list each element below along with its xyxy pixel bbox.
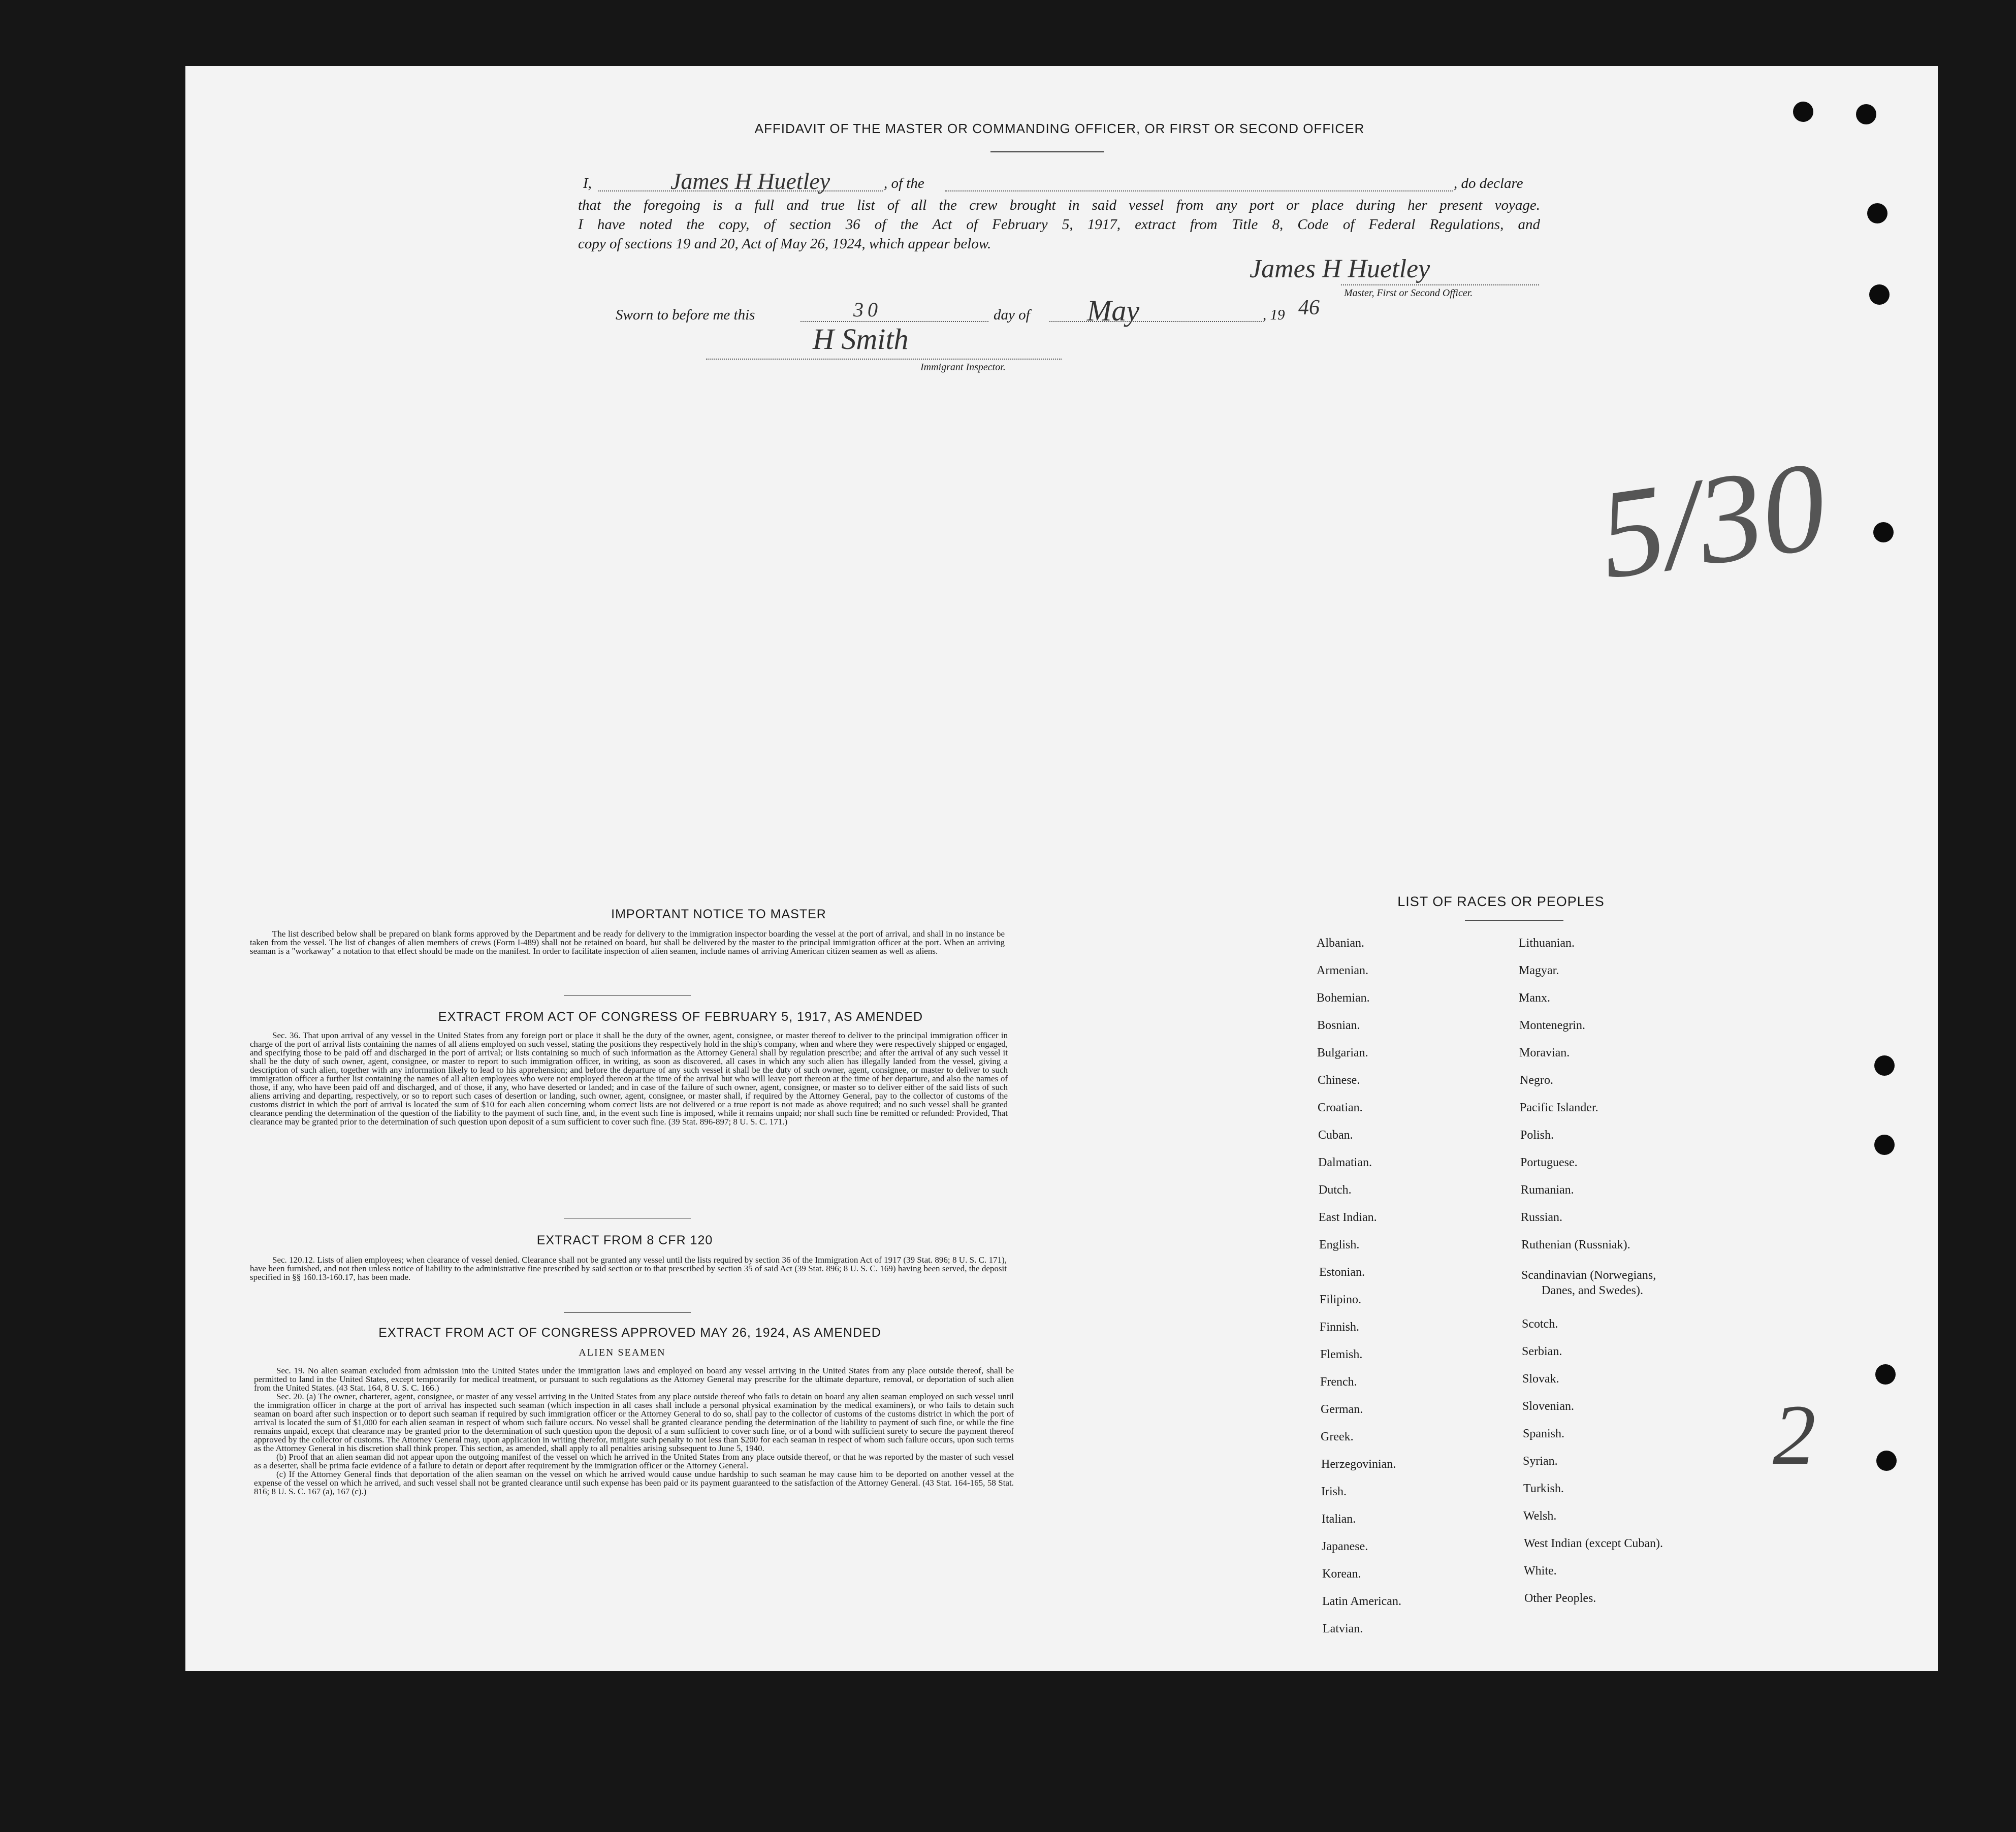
vessel-field — [945, 190, 1453, 191]
punch-hole — [1873, 522, 1894, 542]
race-item: Syrian. — [1523, 1455, 1558, 1468]
punch-hole — [1876, 1451, 1897, 1471]
race-item: Latvian. — [1323, 1622, 1363, 1635]
section-divider — [564, 1312, 691, 1313]
race-item: Slovak. — [1522, 1372, 1559, 1386]
affidavit-title: AFFIDAVIT OF THE MASTER OR COMMANDING OFFICER, OR FIRST OR SECOND OFFICER — [754, 121, 1365, 136]
race-item: German. — [1321, 1403, 1363, 1416]
race-item: Irish. — [1321, 1485, 1347, 1498]
race-item: Turkish. — [1523, 1482, 1564, 1495]
race-item: Filipino. — [1320, 1293, 1362, 1306]
punch-hole — [1874, 1055, 1895, 1076]
race-item: Bulgarian. — [1317, 1046, 1368, 1059]
race-item: French. — [1320, 1375, 1357, 1389]
signature-line — [1341, 284, 1539, 285]
sec20c-paragraph: (c) If the Attorney General finds that deportation of the alien seaman on the vessel on which he arrived would cause undue hardship to such seaman he may cause him to be deported on another vessel at the expense of the vessel on which he arrived, and such vessel shall not be granted clearance until such expense has been paid or its payment guaranteed to the satisfaction of the Attorney General. (43 Stat. 164-165, 58 Stat. 816; 8 U. S. C. 167 (a), 167 (c).) — [254, 1469, 1014, 1496]
title-divider — [990, 151, 1104, 152]
race-item: Latin American. — [1322, 1595, 1401, 1608]
inspector-signature: H Smith — [813, 323, 909, 356]
race-item: Italian. — [1322, 1513, 1356, 1526]
race-item: Armenian. — [1317, 964, 1368, 977]
race-item: Cuban. — [1318, 1129, 1353, 1142]
line1-start: I, — [583, 175, 592, 191]
race-item: Estonian. — [1319, 1266, 1365, 1279]
race-item: Other Peoples. — [1524, 1592, 1596, 1605]
race-item: Lithuanian. — [1519, 937, 1575, 950]
sworn-label: Sworn to before me this — [616, 307, 755, 323]
inspector-line — [706, 359, 1062, 360]
race-item: Herzegovinian. — [1321, 1458, 1396, 1471]
race-item: Ruthenian (Russniak). — [1521, 1238, 1630, 1251]
race-item: Korean. — [1322, 1567, 1361, 1581]
punch-hole — [1869, 284, 1890, 305]
master-signature: James H Huetley — [1250, 254, 1430, 283]
year-prefix: , 19 — [1263, 307, 1285, 323]
punch-hole — [1856, 104, 1876, 124]
race-item: Finnish. — [1320, 1321, 1360, 1334]
margin-note-number: 2 — [1773, 1387, 1816, 1483]
inspector-caption: Immigrant Inspector. — [920, 362, 1006, 373]
race-item: Serbian. — [1522, 1345, 1562, 1358]
race-item: Russian. — [1521, 1211, 1563, 1224]
race-item: Pacific Islander. — [1520, 1101, 1598, 1114]
race-item: East Indian. — [1319, 1211, 1377, 1224]
extract-cfr-title: EXTRACT FROM 8 CFR 120 — [536, 1233, 713, 1247]
sec20b-paragraph: (b) Proof that an alien seaman did not appear upon the outgoing manifest of the vessel on which he arrived in the United States from any place outside thereof, or that he was reported by the master of such vessel as a deserter, shall be prima facie evidence of a failure to detain or deport after requirement by the immigration officer or the Attorney General. — [254, 1452, 1014, 1470]
notice-text — [250, 929, 1005, 955]
race-item: Dutch. — [1319, 1183, 1352, 1197]
extract-1924-title: EXTRACT FROM ACT OF CONGRESS APPROVED MAY 26, 1924, AS AMENDED — [378, 1326, 881, 1340]
signature-caption: Master, First or Second Officer. — [1344, 287, 1473, 299]
race-item: Japanese. — [1322, 1540, 1368, 1553]
margin-note-date: 5/30 — [1591, 435, 1835, 606]
race-item: Chinese. — [1318, 1074, 1360, 1087]
affidavit-body-line: that the foregoing is a full and true list of all the crew brought in said vessel from any port or place during her present voyage. — [578, 197, 1540, 213]
day-of-label: day of — [994, 307, 1030, 323]
section-divider — [564, 995, 691, 996]
race-item: Bohemian. — [1317, 991, 1370, 1005]
race-item: Negro. — [1520, 1074, 1553, 1087]
race-item: Bosnian. — [1317, 1019, 1360, 1032]
year-handwritten: 46 — [1298, 296, 1320, 319]
race-item: West Indian (except Cuban). — [1524, 1537, 1663, 1550]
handwritten-master-name: James H Huetley — [670, 168, 830, 194]
race-item: English. — [1319, 1238, 1360, 1251]
line1-end: , do declare — [1454, 175, 1523, 191]
affidavit-body-line: I have noted the copy, of section 36 of the Act of February 5, 1917, extract from Title 8, Code of Federal Regulations, and — [578, 216, 1540, 233]
race-item: Polish. — [1520, 1129, 1554, 1142]
line1-mid: , of the — [884, 175, 924, 191]
sec20a-paragraph: Sec. 20. (a) The owner, charterer, agent, consignee, or master of any vessel arriving in the United States from any place outside thereof who fails to detain on board any alien seaman employed on such vessel until the immigration officer in charge at the port of arrival has inspected such seaman (which inspection in all cases shall include a personal physical examination by the medical examiners), or who fails to detain such seaman on board after such inspection or to deport such seaman if required by such immigration officer or the Attorney General to do so, shall pay to the collector of customs of the customs district in which the port of arrival is located the sum of $1,000 for each alien seaman in respect of whom such failure occurs. No vessel shall be granted clearance pending the determination of the liability to payment of such fine, or while the fine remains unpaid, except that clearance may be granted prior to the determination of such question upon the deposit of a sum sufficient to cover such fine, or of a bond with sufficient surety to secure the payment thereof approved by the collector of customs. The Attorney General may, upon application in writing therefor, mitigate such penalty to not less than $200 for each seaman in respect of whom such failure occurs, upon such terms as the Attorney General in his discretion shall think proper. This section, as amended, shall apply to all penalties arising subsequent to June 5, 1940. — [254, 1392, 1014, 1453]
races-title: LIST OF RACES OR PEOPLES — [1397, 894, 1605, 909]
race-item: White. — [1524, 1564, 1557, 1578]
extract-cfr-paragraph: Sec. 120.12. Lists of alien employees; when clearance of vessel denied. Clearance shall not be granted any vessel until the lists required by section 36 of the Immigration Act of 1917 (39 Stat. 896; 8 U. S. C. 171), have been furnished, and not then unless notice of liability to the administrative fine prescribed by said section or to that prescribed by section 35 of said Act (39 Stat. 896; 8 U. S. C. 169) having been served, the deposit specified in §§ 160.13-160.17, has been made. — [250, 1255, 1007, 1282]
sec19-paragraph: Sec. 19. No alien seaman excluded from admission into the United States under the immigration laws and employed on board any vessel arriving in the United States from any place outside thereof, shall be permitted to land in the United States, except temporarily for medical treatment, or pursuant to such regulations as the Attorney General may prescribe for the ultimate departure, removal, or deportation of such alien from the United States. (43 Stat. 164, 8 U. S. C. 166.) — [254, 1366, 1014, 1393]
extract-1917-title: EXTRACT FROM ACT OF CONGRESS OF FEBRUARY 5, 1917, AS AMENDED — [438, 1010, 923, 1024]
month-field — [1049, 321, 1262, 322]
race-item: Flemish. — [1320, 1348, 1363, 1361]
punch-hole — [1867, 203, 1887, 223]
race-item: Spanish. — [1523, 1427, 1565, 1440]
race-item: Manx. — [1519, 991, 1550, 1005]
race-item: Rumanian. — [1521, 1183, 1574, 1197]
affidavit-body-line: copy of sections 19 and 20, Act of May 26, 1924, which appear below. — [578, 236, 991, 252]
race-item: Albanian. — [1317, 937, 1364, 950]
extract-1924-text — [254, 1366, 1014, 1496]
race-item: Scandinavian (Norwegians, — [1521, 1269, 1656, 1282]
sworn-day: 30 — [853, 298, 882, 321]
race-item: Danes, and Swedes). — [1542, 1284, 1643, 1297]
punch-hole — [1875, 1364, 1896, 1385]
punch-hole — [1793, 102, 1813, 122]
sworn-month: May — [1087, 294, 1140, 327]
punch-hole — [1874, 1135, 1895, 1155]
race-item: Magyar. — [1519, 964, 1559, 977]
extract-1917-text — [250, 1031, 1008, 1126]
race-item: Slovenian. — [1522, 1400, 1574, 1413]
race-item: Scotch. — [1522, 1317, 1558, 1331]
race-item: Dalmatian. — [1318, 1156, 1372, 1169]
race-item: Welsh. — [1523, 1509, 1557, 1523]
notice-title: IMPORTANT NOTICE TO MASTER — [611, 907, 826, 921]
notice-paragraph: The list described below shall be prepared on blank forms approved by the Department and be ready for delivery to the immigration inspector boarding the vessel at the port of arrival, and shall in no instance be taken from the vessel. The list of changes of alien members of crews (Form I-489) shall not be retained on board, but shall be delivered by the master to the principal immigration officer at the port. When an arriving seaman is a "workaway" a notation to that effect should be made on the manifest. In order to facilitate inspection of alien seamen, include names of arriving American citizen seamen as well as aliens. — [250, 929, 1005, 956]
race-item: Greek. — [1321, 1430, 1354, 1443]
alien-seamen-subtitle: ALIEN SEAMEN — [579, 1347, 666, 1358]
race-item: Croatian. — [1318, 1101, 1363, 1114]
races-divider — [1465, 920, 1563, 921]
extract-1917-paragraph: Sec. 36. That upon arrival of any vessel in the United States from any foreign port or place it shall be the duty of the owner, agent, consignee, or master thereof to deliver to the principal immigration officer in charge of the port of arrival lists containing the names of all aliens employed on such vessel, stating the positions they respectively hold in the ship's company, when and where they were respectively shipped or engaged, and specifying those to be paid off and discharged in the port of arrival; or lists containing so much of such information as the Attorney General shall by regulation prescribe; and after the arrival of any such vessel it shall be the duty of such owner, agent, consignee, or master to report to such immigration officer, in writing, as soon as discovered, all cases in which any such alien has illegally landed from the vessel, giving a description of such alien, together with any information likely to lead to his apprehension; and before the departure of any such vessel it shall be the duty of such owner, agent, consignee, or master to deliver to such immigration officer a further list containing the names of all alien employees who were not employed thereon at the time of the arrival but who will leave port thereon at the time of her departure, and also the names of those, if any, who have been paid off and discharged, and of those, if any, who have deserted or landed; and in case of the failure of such owner, agent, consignee, or master so to deliver either of the said lists of such aliens arriving and departing, respectively, or so to report such cases of desertion or landing, such owner, agent, consignee, or master shall, if required by the Attorney General, pay to the collector of customs of the customs district in which the port of arrival is located the sum of $10 for each alien concerning whom correct lists are not delivered or a true report is not made as above required; and no such vessel shall be granted clearance pending the determination of the question of the liability to the payment of such fine, and, in the event such fine is imposed, while it remains unpaid; nor shall such fine be remitted or refunded: Provided, That clearance may be granted prior to the determination of such question upon deposit of a sum sufficient to cover such fine. (39 Stat. 896-897; 8 U. S. C. 171.) — [250, 1031, 1008, 1127]
race-item: Moravian. — [1519, 1046, 1570, 1059]
race-item: Montenegrin. — [1519, 1019, 1585, 1032]
race-item: Portuguese. — [1520, 1156, 1578, 1169]
extract-cfr-text — [250, 1256, 1007, 1281]
